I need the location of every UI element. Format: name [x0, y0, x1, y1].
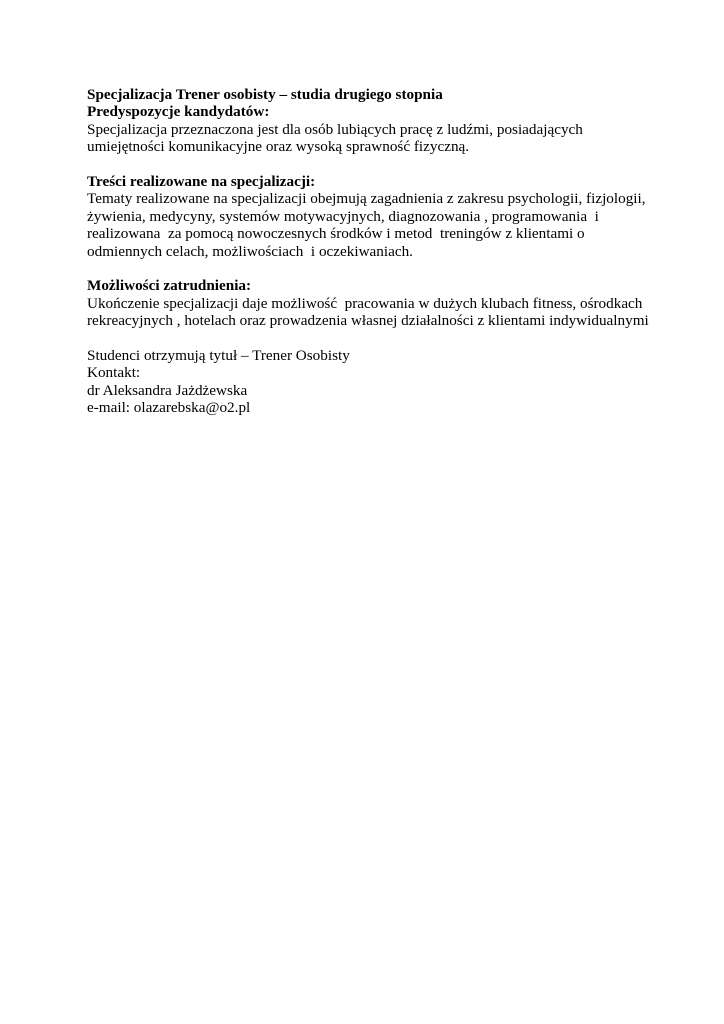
section-spacer [87, 156, 707, 173]
employment-heading: Możliwości zatrudnienia: [87, 277, 252, 295]
section-spacer [87, 330, 707, 347]
contact-email: e-mail: olazarebska@o2.pl [87, 399, 251, 417]
content-line-3: realizowana za pomocą nowoczesnych środków i metod treningów z klientami o [87, 225, 585, 243]
employment-line-2: rekreacyjnych , hotelach oraz prowadzenia własnej działalności z klientami indywidualnymi [87, 312, 649, 330]
section-spacer [87, 260, 707, 277]
predispositions-line-1: Specjalizacja przeznaczona jest dla osób lubiących pracę z ludźmi, posiadających [87, 120, 583, 138]
document-title: Specjalizacja Trener osobisty – studia drugiego stopnia [87, 86, 443, 103]
content-heading: Treści realizowane na specjalizacji: [87, 173, 316, 191]
content-line-2: żywienia, medycyny, systemów motywacyjnych, diagnozowania , programowania i [87, 207, 599, 225]
degree-title-line: Studenci otrzymują tytuł – Trener Osobisty [87, 347, 350, 365]
contact-label: Kontakt: [87, 364, 141, 382]
content-line-1: Tematy realizowane na specjalizacji obejmują zagadnienia z zakresu psychologii, fizjologii, [87, 190, 646, 208]
document-page [87, 86, 707, 417]
predispositions-heading: Predyspozycje kandydatów: [87, 103, 270, 121]
content-line-4: odmiennych celach, możliwościach i oczekiwaniach. [87, 242, 413, 260]
predispositions-line-2: umiejętności komunikacyjne oraz wysoką sprawność fizyczną. [87, 138, 470, 156]
contact-name: dr Aleksandra Jażdżewska [87, 381, 248, 399]
employment-line-1: Ukończenie specjalizacji daje możliwość pracowania w dużych klubach fitness, ośrodkach [87, 294, 643, 312]
